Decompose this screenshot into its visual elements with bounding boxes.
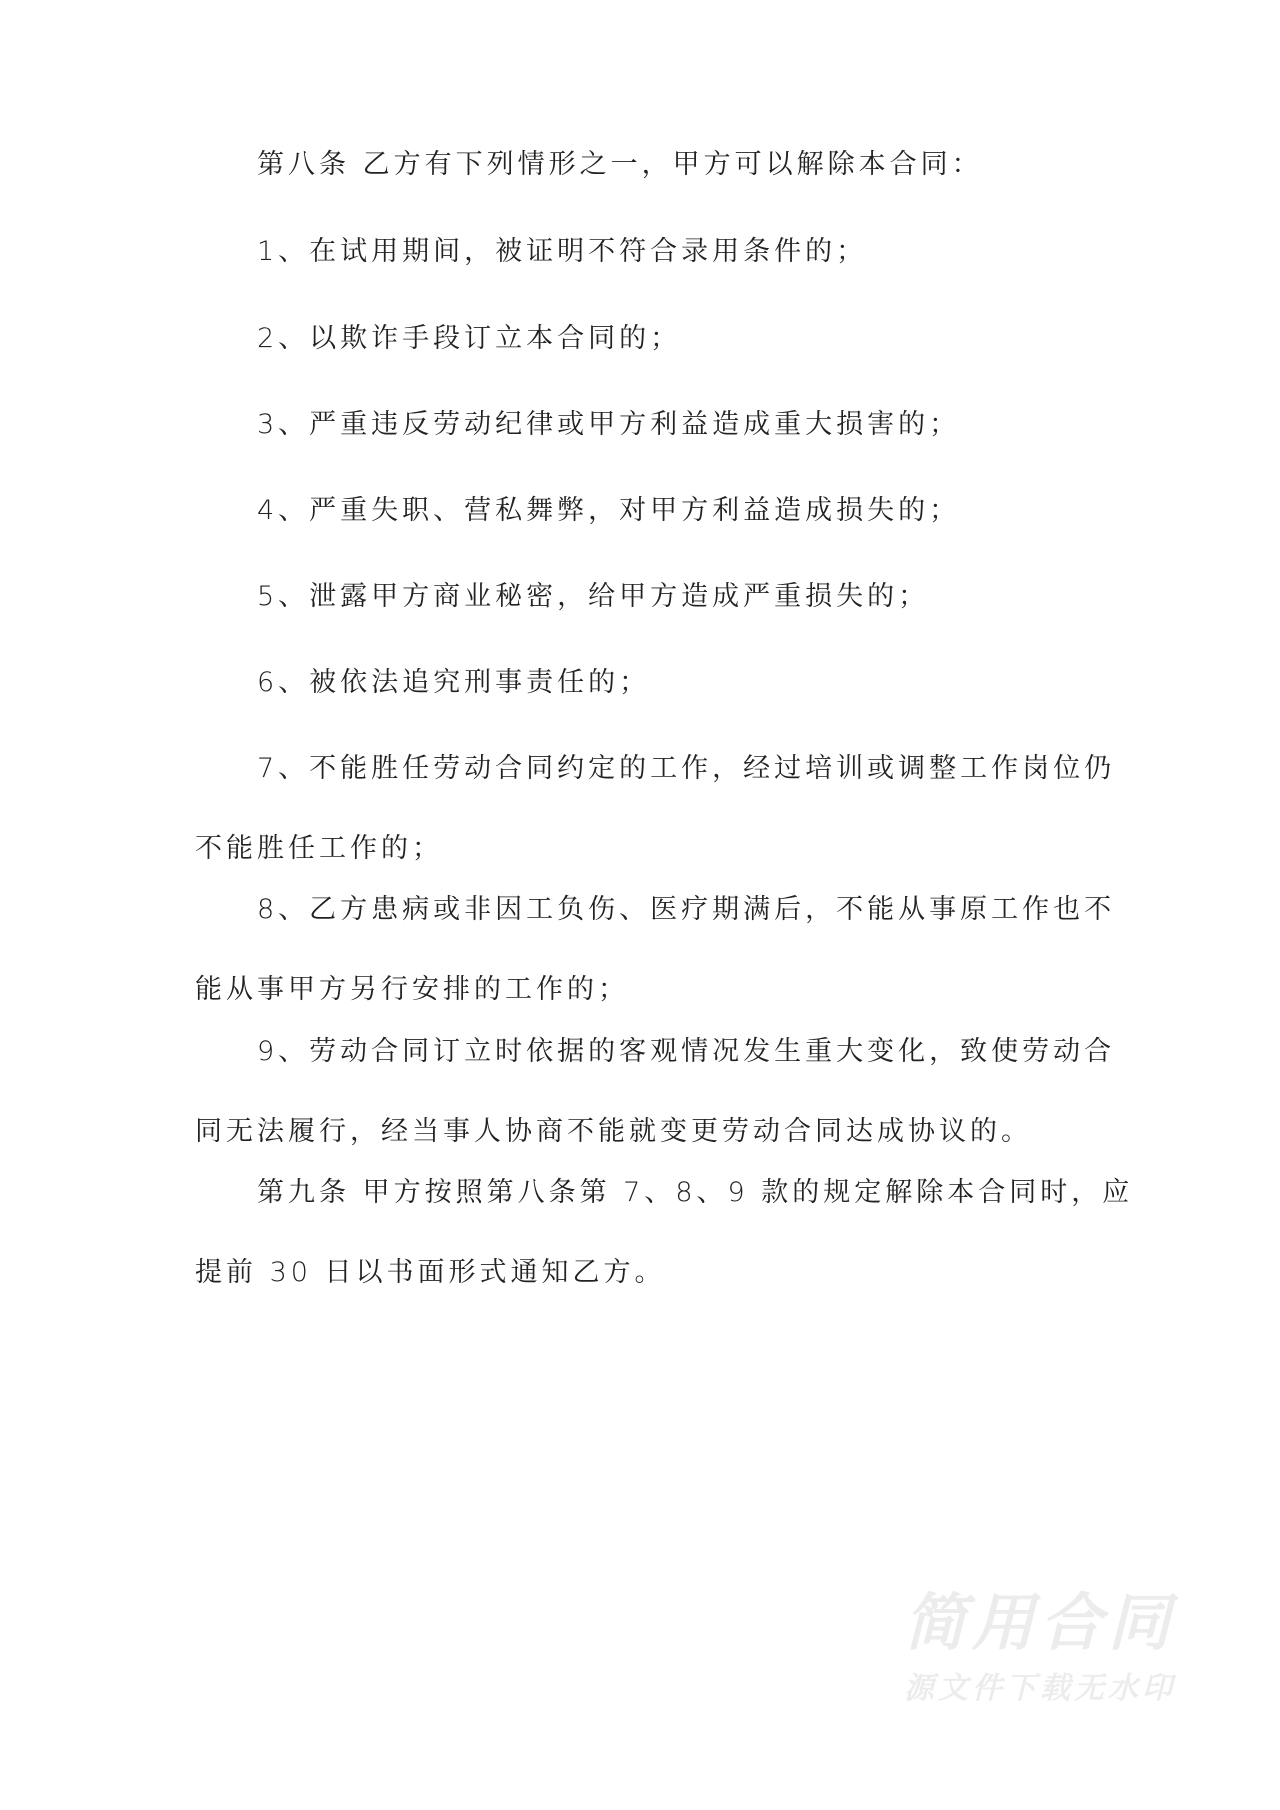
paragraph-line: 1、在试用期间，被证明不符合录用条件的； xyxy=(257,236,868,267)
watermark xyxy=(880,1585,1200,1709)
watermark-title: 简用合同 xyxy=(903,1586,1176,1659)
paragraph-line: 第九条 甲方按照第八条第 7、8、9 款的规定解除本合同时，应 xyxy=(257,1177,1134,1208)
paragraph-line: 4、严重失职、营私舞弊，对甲方利益造成损失的； xyxy=(257,495,961,526)
paragraph-line: 5、泄露甲方商业秘密，给甲方造成严重损失的； xyxy=(257,581,930,612)
paragraph-line: 6、被依法追究刑事责任的； xyxy=(257,667,651,698)
paragraph-line: 8、乙方患病或非因工负伤、医疗期满后，不能从事原工作也不 xyxy=(257,894,1116,925)
clause-3 xyxy=(195,385,1095,465)
paragraph-line: 能从事甲方另行安排的工作的； xyxy=(195,974,629,1005)
article-8-heading xyxy=(195,125,1095,205)
paragraph-line: 2、以欺诈手段订立本合同的； xyxy=(257,323,682,354)
watermark-subtitle: 源文件下载无水印 xyxy=(904,1671,1176,1706)
paragraph-line: 7、不能胜任劳动合同约定的工作，经过培训或调整工作岗位仍 xyxy=(257,753,1116,784)
paragraph-line: 9、劳动合同订立时依据的客观情况发生重大变化，致使劳动合 xyxy=(257,1036,1116,1067)
paragraph-line: 同无法履行，经当事人协商不能就变更劳动合同达成协议的。 xyxy=(195,1116,1032,1147)
clause-9 xyxy=(195,1012,1116,1172)
paragraph-line: 3、严重违反劳动纪律或甲方利益造成重大损害的； xyxy=(257,409,961,440)
article-9 xyxy=(195,1153,1134,1313)
paragraph-line: 不能胜任工作的； xyxy=(195,833,443,864)
clause-4 xyxy=(195,471,1095,551)
clause-7 xyxy=(195,729,1116,889)
clause-1 xyxy=(195,212,1095,292)
paragraph-line: 提前 30 日以书面形式通知乙方。 xyxy=(195,1257,666,1288)
clause-6 xyxy=(195,643,1095,723)
paragraph-line: 第八条 乙方有下列情形之一，甲方可以解除本合同： xyxy=(257,149,983,180)
clause-2 xyxy=(195,299,1095,379)
clause-8 xyxy=(195,870,1116,1030)
clause-5 xyxy=(195,557,1095,637)
